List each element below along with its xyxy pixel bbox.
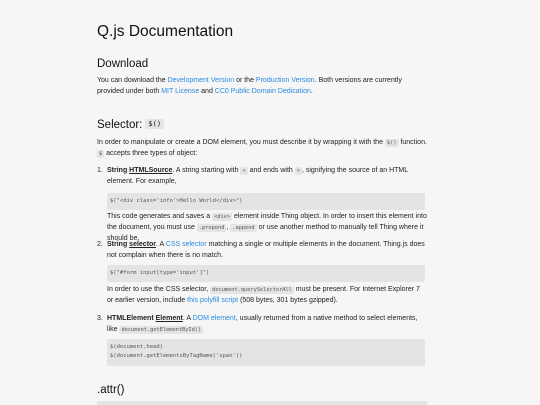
list-item-selector: String selector. A CSS selector matching a single or multiple elements in the document. Thing.js does not complain when there is no match.	[107, 241, 425, 259]
list-item-selector-note: In order to use the CSS selector, document.querySelectorAll must be present. For Internet Explorer 7 or earlier version, include this polyfill script (508 bytes, 301 bytes gzipped).	[107, 286, 420, 304]
list-item-htmlsource-note: This code generates and saves a <div> element inside Thing object. In order to insert this element into the document, you must use .prepend , .append or use another method to manually tell Thing where it should be.	[107, 213, 427, 242]
selector-heading-code: $()	[145, 119, 164, 129]
dom-element-link[interactable]: DOM element	[192, 315, 236, 322]
cc0-link[interactable]: CC0 Public Domain Dedication	[214, 87, 311, 95]
css-selector-link[interactable]: CSS selector	[165, 241, 207, 248]
selector-intro: In order to manipulate or create a DOM element, you must describe it by wrapping it with the $() function. $ accepts three types of object:	[97, 139, 427, 157]
list-item-element: HTMLElement Element. A DOM element, usually returned from a native method to select elements, like document.getElementById()	[107, 315, 418, 333]
code-block-edge	[97, 401, 427, 405]
selector-heading: Selector: $()	[97, 117, 164, 135]
download-heading: Download	[97, 58, 149, 70]
polyfill-script-link[interactable]: this polyfill script	[187, 296, 239, 304]
list-item-htmlsource: String HTMLSource. A string starting with < and ends with > , signifying the source of an HTML element. For example,	[107, 167, 408, 185]
production-version-link[interactable]: Production Version	[255, 77, 315, 84]
code-block: $(document.head) $(document.getElementsByTagName('span'))	[107, 339, 425, 366]
attr-heading: .attr()	[97, 384, 125, 396]
page-title: Q.js Documentation	[97, 23, 234, 40]
mit-license-link[interactable]: MIT License	[161, 87, 200, 95]
list-number: 3.	[97, 315, 103, 322]
list-number: 2.	[97, 241, 103, 248]
list-number: 1.	[97, 167, 103, 174]
download-paragraph: You can download the Development Version or the Production Version. Both versions are currently provided under both MIT License and CC0 Public Domain Dedication.	[97, 77, 402, 95]
code-block: $("#form input[type='input']")	[107, 265, 425, 282]
development-version-link[interactable]: Development Version	[167, 77, 235, 84]
code-block: $("<div class='info'>Hello World</div>")	[107, 193, 425, 210]
